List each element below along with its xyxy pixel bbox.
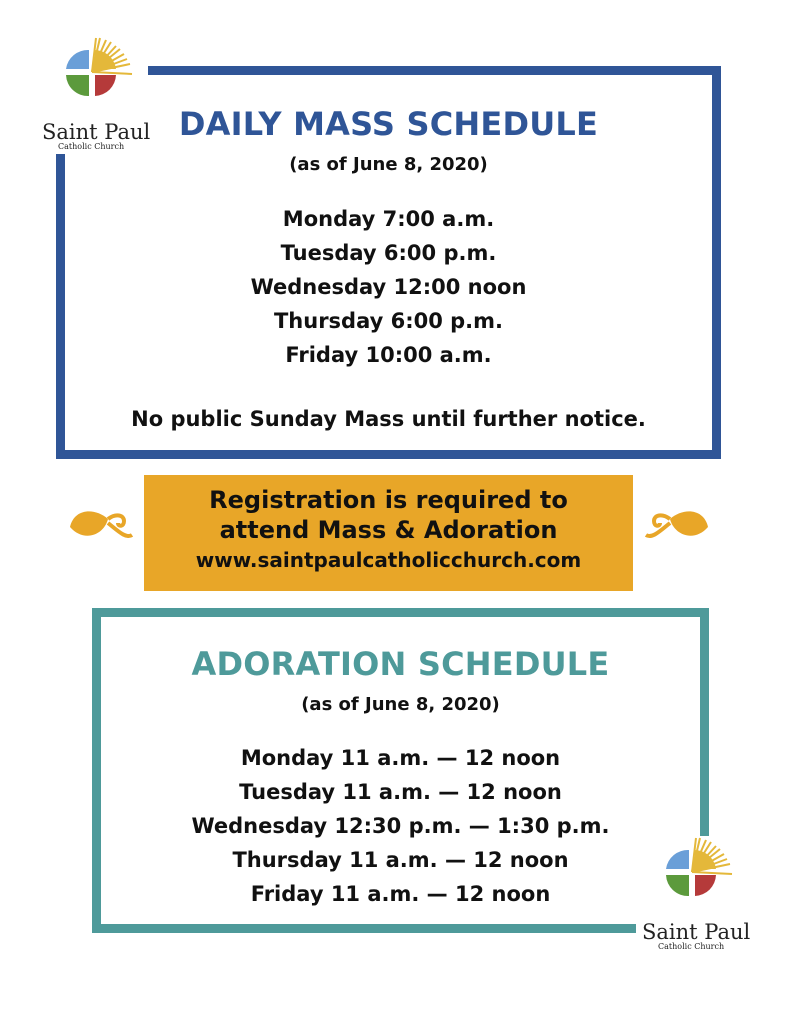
leaf-ornament-right-icon (642, 505, 714, 547)
registration-line-1: Registration is required to (209, 486, 568, 514)
mass-time-wednesday: Wednesday 12:00 noon (250, 275, 527, 299)
adoration-time-wednesday: Wednesday 12:30 p.m. — 1:30 p.m. (191, 814, 610, 838)
cross-sunburst-icon (636, 836, 748, 926)
adoration-schedule-panel (92, 608, 709, 933)
mass-time-tuesday: Tuesday 6:00 p.m. (280, 241, 497, 265)
adoration-title: ADORATION SCHEDULE (191, 645, 610, 683)
cross-sunburst-icon (36, 36, 148, 126)
saint-paul-logo-bottom (636, 836, 751, 958)
adoration-as-of-date: (as of June 8, 2020) (301, 694, 500, 715)
registration-url[interactable]: www.saintpaulcatholicchurch.com (195, 548, 582, 572)
mass-time-monday: Monday 7:00 a.m. (282, 207, 495, 231)
mass-time-thursday: Thursday 6:00 p.m. (273, 309, 504, 333)
mass-as-of-date: (as of June 8, 2020) (289, 154, 488, 175)
adoration-time-tuesday: Tuesday 11 a.m. — 12 noon (239, 780, 562, 804)
adoration-time-thursday: Thursday 11 a.m. — 12 noon (232, 848, 569, 872)
mass-times-list (65, 202, 712, 372)
logo-name-bottom: Saint Paul (642, 920, 751, 944)
registration-banner (144, 475, 633, 591)
adoration-time-friday: Friday 11 a.m. — 12 noon (250, 882, 551, 906)
sunday-mass-notice: No public Sunday Mass until further notice. (131, 407, 646, 431)
mass-title: DAILY MASS SCHEDULE (178, 105, 599, 143)
saint-paul-logo-top (36, 36, 151, 154)
daily-mass-schedule-panel (56, 66, 721, 459)
logo-name-top: Saint Paul (42, 120, 151, 144)
registration-line-2: attend Mass & Adoration (219, 516, 558, 544)
adoration-times-list (101, 741, 700, 911)
adoration-time-monday: Monday 11 a.m. — 12 noon (240, 746, 561, 770)
logo-subtitle-bottom: Catholic Church (658, 942, 725, 951)
logo-subtitle-top: Catholic Church (58, 142, 125, 151)
leaf-ornament-left-icon (64, 505, 136, 547)
mass-time-friday: Friday 10:00 a.m. (285, 343, 492, 367)
